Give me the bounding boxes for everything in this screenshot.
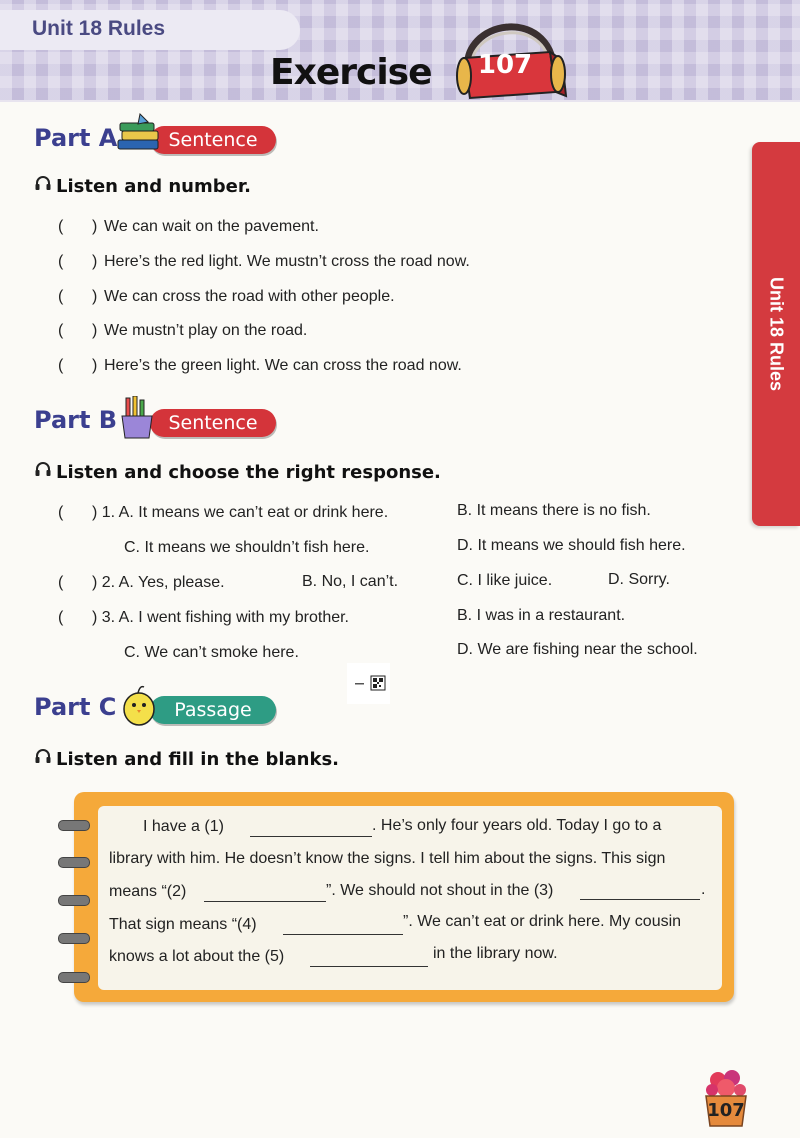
passage-line-1-start: I have a (1) [143,818,224,835]
question-1-option-b: B. It means there is no fish. [457,502,651,519]
question-1-option-c: C. It means we shouldn’t fish here. [124,539,370,556]
part-c-tag: Passage [150,696,276,724]
passage-line-1-end: . He’s only four years old. Today I go to a [372,817,662,834]
qr-code-icon [347,663,390,704]
side-tab-label: Unit 18 Rules [766,276,787,392]
answer-paren-close: ) [92,253,98,270]
part-a-instruction-text: Listen and number. [56,176,251,197]
part-a-title: Part A [34,124,118,152]
passage-line-5-end: in the library now. [433,945,558,962]
headphone-badge [450,0,570,110]
answer-paren-close: ) [92,357,98,374]
page-number: 107 [707,1100,745,1121]
part-a-instruction [34,174,251,197]
part-b-instruction [34,460,441,483]
exercise-title: Exercise [270,52,432,93]
part-b-instruction-text: Listen and choose the right response. [56,462,441,483]
unit-title: Unit 18 Rules [32,17,166,40]
passage-line-3-middle: ”. We should not shout in the (3) [326,882,554,899]
answer-paren-close: ) [92,322,98,339]
answer-paren-open: ( [58,357,64,374]
passage-line-4-end: ”. We can’t eat or drink here. My cousin [403,913,682,930]
part-a-item-1: We can wait on the pavement. [104,218,319,235]
question-2-option-c: C. I like juice. [457,572,553,589]
blank-2[interactable] [204,887,326,902]
blank-5[interactable] [310,952,428,967]
blank-3[interactable] [580,885,700,900]
part-a-item-4: We mustn’t play on the road. [104,322,308,339]
question-2-option-a: ) 2. A. Yes, please. [92,574,225,591]
binder-ring [58,895,90,906]
question-3-option-c: C. We can’t smoke here. [124,644,299,661]
part-c-title: Part C [34,693,117,721]
passage-line-4-start: That sign means “(4) [109,916,257,933]
answer-paren-open: ( [58,253,64,270]
part-a-item-3: We can cross the road with other people. [104,288,395,305]
headphones-icon [34,747,52,765]
answer-paren-open: ( [58,609,64,626]
part-a-item-5: Here’s the green light. We can cross the road now. [104,357,462,374]
badge-number: 107 [477,50,533,80]
part-a-item-2: Here’s the red light. We mustn’t cross the road now. [104,253,470,270]
headphones-icon [34,460,52,478]
answer-paren-open: ( [58,574,64,591]
chick-icon [118,682,160,728]
question-1-option-a: ) 1. A. It means we can’t eat or drink here. [92,504,389,521]
books-icon [114,112,164,158]
answer-paren-open: ( [58,504,64,521]
question-1-option-d: D. It means we should fish here. [457,537,686,554]
part-c-instruction [34,747,339,770]
headphones-icon [34,174,52,192]
passage-line-3-start: means “(2) [109,883,187,900]
binder-ring [58,857,90,868]
answer-paren-open: ( [58,218,64,235]
binder-ring [58,972,90,983]
answer-paren-open: ( [58,322,64,339]
question-2-option-d: D. Sorry. [608,571,670,588]
binder-ring [58,820,90,831]
question-2-option-b: B. No, I can’t. [302,573,399,590]
answer-paren-open: ( [58,288,64,305]
question-3-option-b: B. I was in a restaurant. [457,607,626,624]
part-b-tag: Sentence [150,409,276,437]
answer-paren-close: ) [92,218,98,235]
part-c-instruction-text: Listen and fill in the blanks. [56,749,339,770]
blank-4[interactable] [283,920,403,935]
binder-ring [58,933,90,944]
pencil-cup-icon [116,396,160,442]
passage-line-2: library with him. He doesn’t know the signs. I tell him about the signs. This sign [109,850,666,867]
page-header [0,0,800,102]
part-b-title: Part B [34,406,118,434]
part-a-tag: Sentence [150,126,276,154]
question-3-option-a: ) 3. A. I went fishing with my brother. [92,609,349,626]
blank-1[interactable] [250,822,372,837]
passage-line-3-end: . [701,881,706,898]
passage-line-5-start: knows a lot about the (5) [109,948,285,965]
answer-paren-close: ) [92,288,98,305]
question-3-option-d: D. We are fishing near the school. [457,641,698,658]
